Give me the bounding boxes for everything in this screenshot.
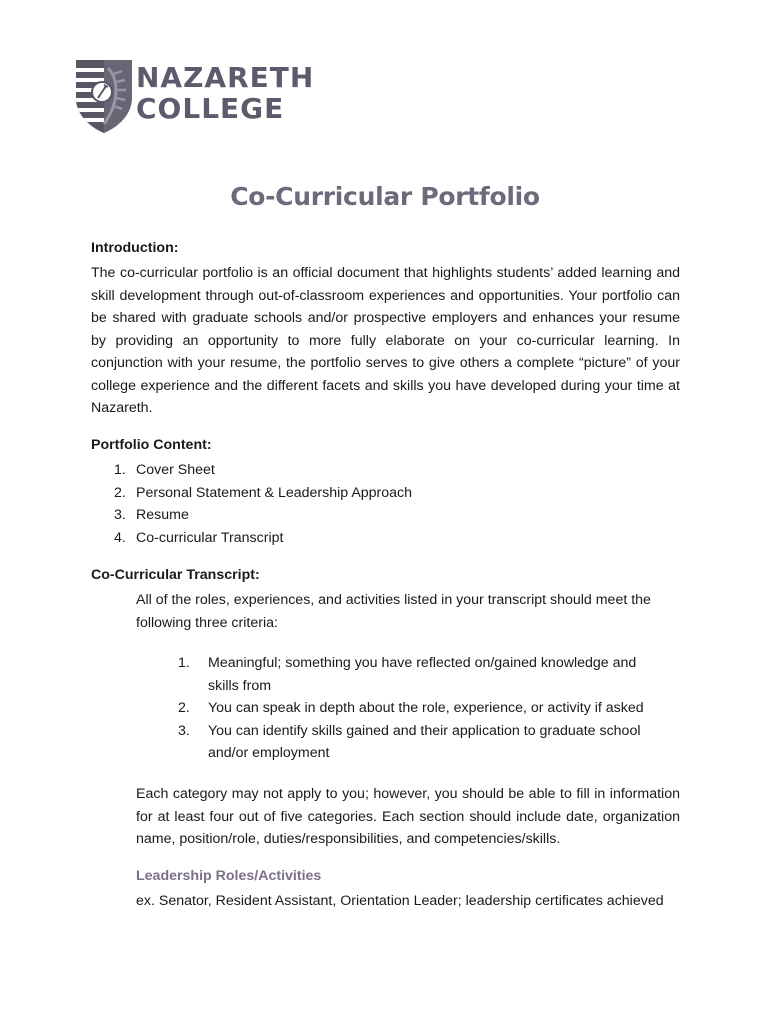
list-item <box>114 482 412 505</box>
list-text: Cover Sheet <box>136 462 215 478</box>
list-number: 4. <box>114 529 126 546</box>
list-item <box>114 459 412 482</box>
college-logo <box>74 58 314 134</box>
list-item <box>178 720 658 765</box>
list-item <box>114 504 412 527</box>
list-item <box>114 527 412 550</box>
portfolio-content-list <box>114 459 412 549</box>
leadership-heading: Leadership Roles/Activities <box>136 868 322 884</box>
list-item <box>178 697 658 720</box>
logo-line-1: NAZARETH <box>136 61 315 94</box>
introduction-heading: Introduction: <box>91 240 179 256</box>
leadership-example: ex. Senator, Resident Assistant, Orientation Leader; leadership certificates achieved <box>136 893 664 909</box>
list-number: 1. <box>178 655 190 671</box>
logo-wordmark <box>136 62 314 124</box>
portfolio-content-heading: Portfolio Content: <box>91 437 212 453</box>
list-text: You can identify skills gained and their application to graduate school and/or employment <box>208 722 641 761</box>
criteria-list <box>178 652 658 765</box>
list-text: Personal Statement & Leadership Approach <box>136 484 413 501</box>
list-text: You can speak in depth about the role, experience, or activity if asked <box>208 700 644 716</box>
shield-logo-icon <box>74 58 134 134</box>
list-item <box>178 652 658 697</box>
page-title: Co-Curricular Portfolio <box>230 182 540 211</box>
list-number: 3. <box>114 507 126 523</box>
logo-line-2: COLLEGE <box>136 92 285 125</box>
introduction-paragraph: The co-curricular portfolio is an official document that highlights students’ added learning and skill development through out-of-classroom experiences and opportunities. Your portfolio can be shared with graduate schools and/or prospective employers and enhances your resume by providing an opportunity to more fully elaborate on your co-curricular learning. In conjunction with your resume, the portfolio serves to give others a complete “picture” of your college experience and the different facets and skills you have developed during your time at Nazareth. <box>91 265 680 416</box>
list-text: Meaningful; something you have reflected on/gained knowledge and skills from <box>208 655 637 694</box>
list-number: 2. <box>114 484 126 501</box>
list-number: 2. <box>178 700 190 716</box>
list-number: 3. <box>178 722 190 739</box>
transcript-intro: All of the roles, experiences, and activities listed in your transcript should meet the following three criteria: <box>136 592 651 631</box>
category-note: Each category may not apply to you; however, you should be able to fill in information for at least four out of five categories. Each section should include date, organization name, position/role, duties/responsibilities, and competencies/skills. <box>136 786 680 847</box>
list-text: Resume <box>136 507 189 523</box>
list-text: Co-curricular Transcript <box>136 529 284 546</box>
transcript-heading: Co-Curricular Transcript: <box>91 567 260 583</box>
list-number: 1. <box>114 462 126 478</box>
